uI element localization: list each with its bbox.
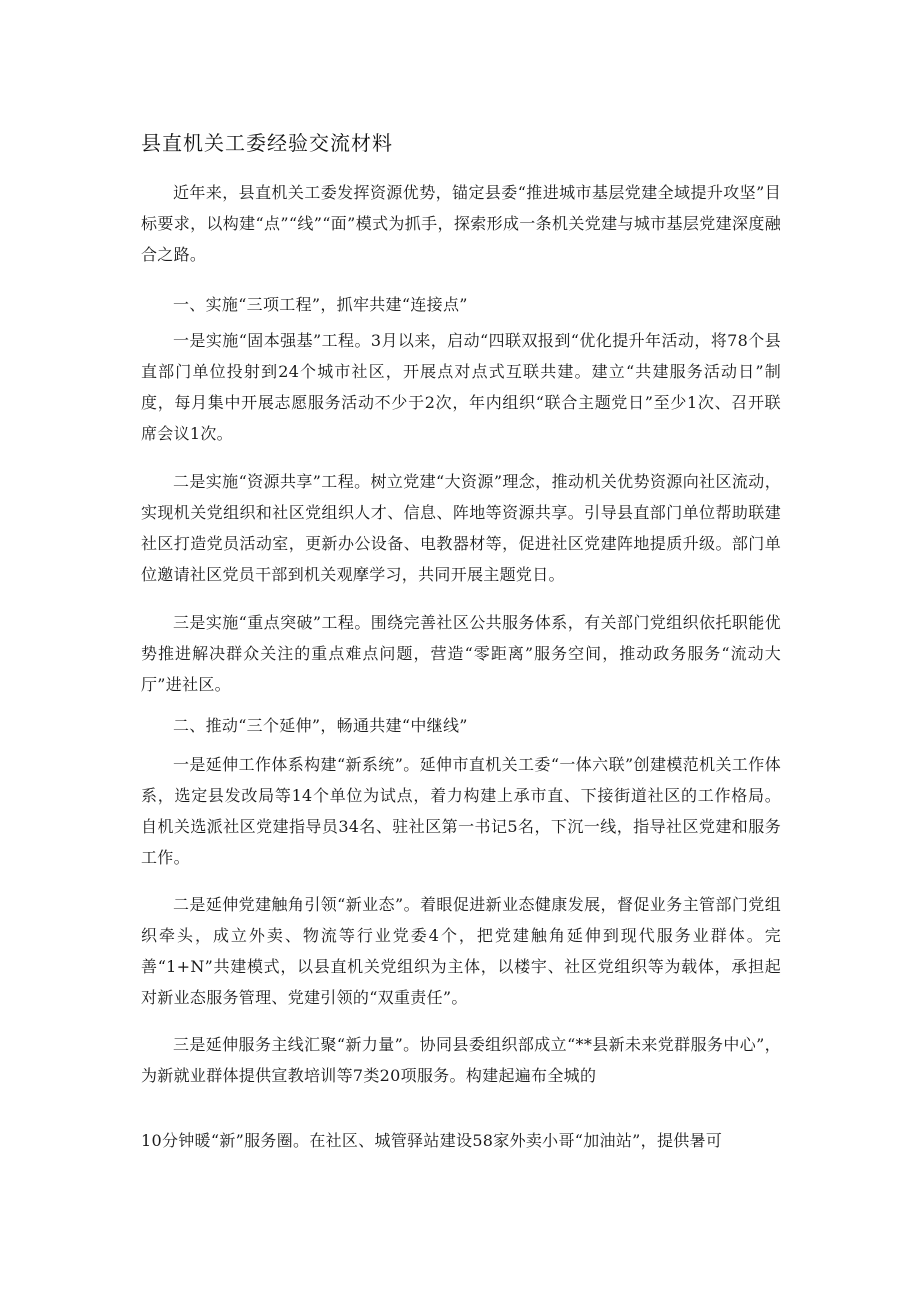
document-title: 县直机关工委经验交流材料: [141, 131, 393, 155]
section-1-heading: 一、实施“三项工程”，抓牢共建“连接点”: [173, 295, 468, 314]
section-1-paragraph-3: 三是实施“重点突破”工程。围绕完善社区公共服务体系，有关部门党组织依托职能优势推进解决群众关注的重点难点问题，营造“零距离”服务空间，推动政务服务“流动大厅”进社区。: [141, 613, 781, 694]
section-2-paragraph-3: 三是延伸服务主线汇聚“新力量”。协同县委组织部成立“**县新未来党群服务中心”，为新就业群体提供宣教培训等7类20项服务。构建起遍布全城的: [141, 1035, 781, 1085]
section-2-heading: 二、推动“三个延伸”，畅通共建“中继线”: [173, 716, 468, 735]
section-2-paragraph-4: 10分钟暖“新”服务圈。在社区、城管驿站建设58家外卖小哥“加油站”，提供暑可: [141, 1131, 723, 1150]
section-2-paragraph-1: 一是延伸工作体系构建“新系统”。延伸市直机关工委“一体六联”创建模范机关工作体系，选定县发改局等14个单位为试点，着力构建上承市直、下接街道社区的工作格局。自机关选派社区党建指导员34名、驻社区第一书记5名，下沉一线，指导社区党建和服务工作。: [141, 755, 781, 867]
section-1-paragraph-2: 二是实施“资源共享”工程。树立党建“大资源”理念，推动机关优势资源向社区流动，实现机关党组织和社区党组织人才、信息、阵地等资源共享。引导县直部门单位帮助联建社区打造党员活动室，更新办公设备、电教器材等，促进社区党建阵地提质升级。部门单位邀请社区党员干部到机关观摩学习，共同开展主题党日。: [141, 472, 781, 584]
intro-paragraph: 近年来，县直机关工委发挥资源优势，锚定县委“推进城市基层党建全域提升攻坚”目标要求，以构建“点”“线”“面”模式为抓手，探索形成一条机关党建与城市基层党建深度融合之路。: [141, 183, 781, 264]
section-2-paragraph-2: 二是延伸党建触角引领“新业态”。着眼促进新业态健康发展，督促业务主管部门党组织牵头，成立外卖、物流等行业党委4个，把党建触角延伸到现代服务业群体。完善“1+N”共建模式，以县直机关党组织为主体，以楼宇、社区党组织等为载体，承担起对新业态服务管理、党建引领的“双重责任”。: [141, 895, 781, 1007]
section-1-paragraph-1: 一是实施“固本强基”工程。3月以来，启动“四联双报到“优化提升年活动，将78个县直部门单位投射到24个城市社区，开展点对点式互联共建。建立“共建服务活动日”制度，每月集中开展志愿服务活动不少于2次，年内组织“联合主题党日”至少1次、召开联席会议1次。: [141, 331, 781, 443]
